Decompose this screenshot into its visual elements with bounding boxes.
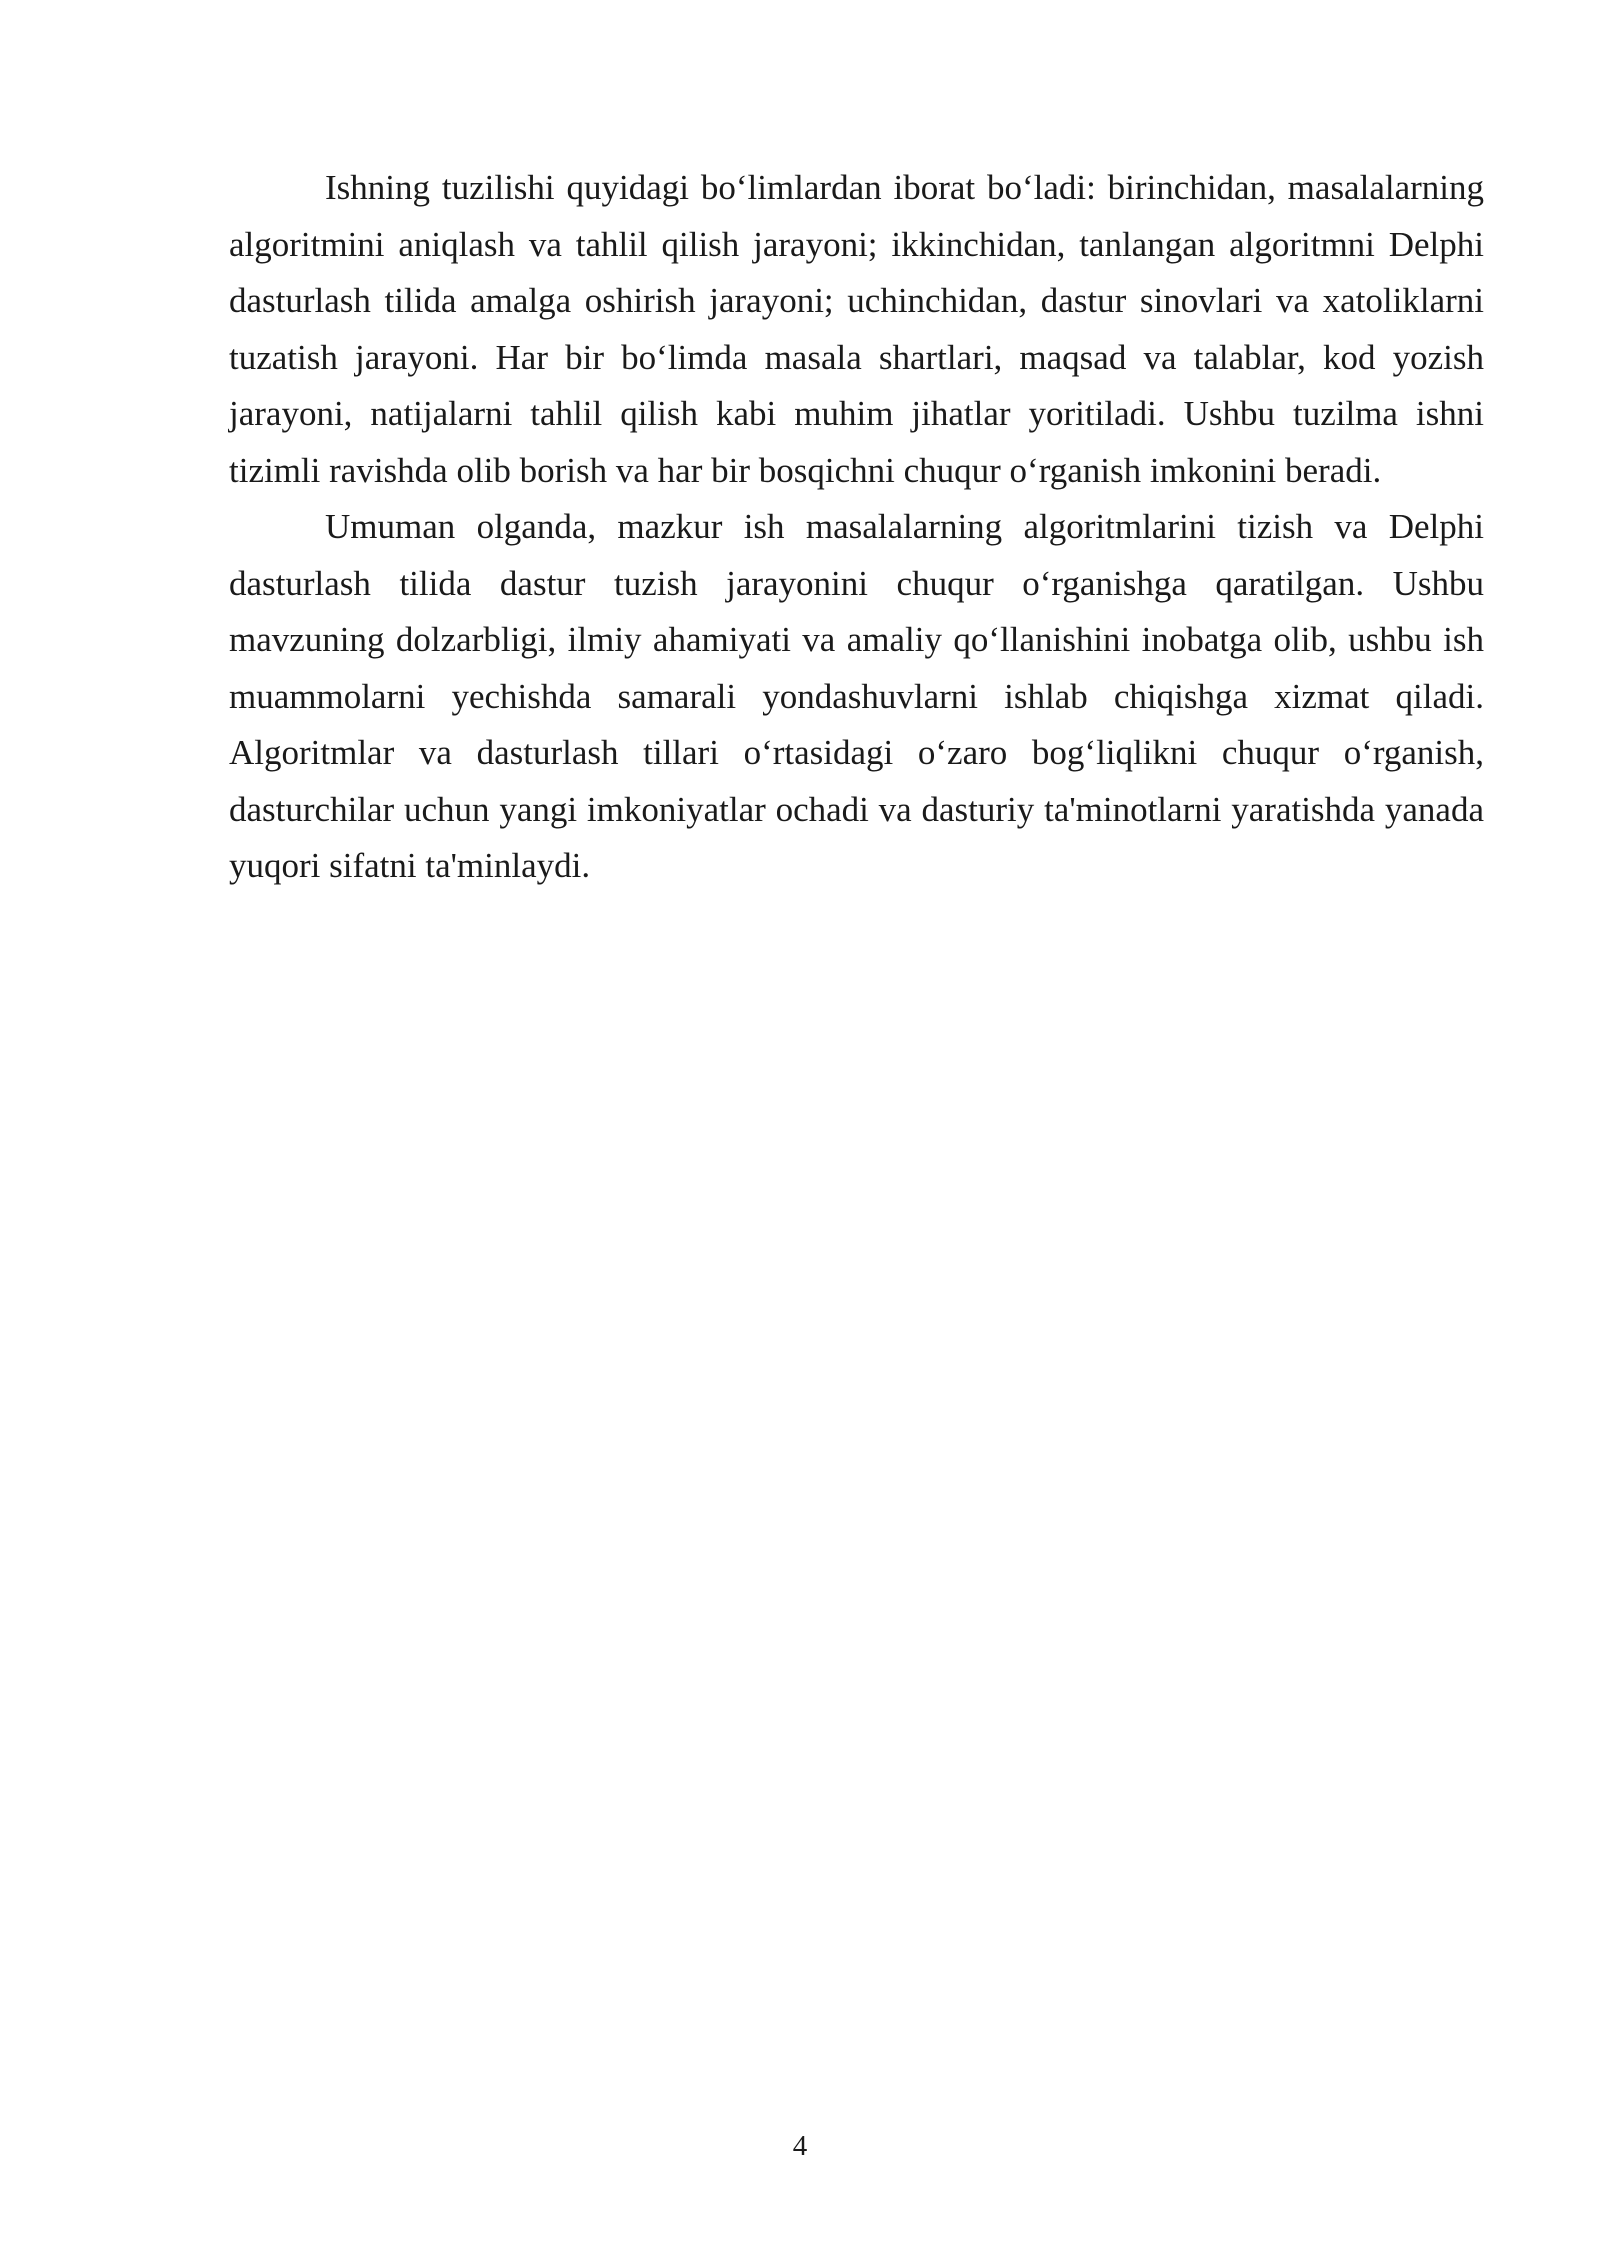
page-number: 4 [792, 2130, 808, 2162]
paragraph-conclusion: Umuman olganda, mazkur ish masalalarning algoritmlarini tizish va Delphi dasturlash tilida dastur tuzish jarayonini chuqur o‘rganishga qaratilgan. Ushbu mavzuning dolzarbligi, ilmiy ahamiyati va amaliy qo‘llanishini inobatga olib, ushbu ish muammolarni yechishda samarali yondashuvlarni ishlab chiqishga xizmat qiladi. Algoritmlar va dasturlash tillari o‘rtasidagi o‘zaro bog‘liqlikni chuqur o‘rganish, dasturchilar uchun yangi imkoniyatlar ochadi va dasturiy ta'minotlarni yaratishda yanada yuqori sifatni ta'minlaydi. [229, 507, 1484, 885]
paragraph-structure: Ishning tuzilishi quyidagi bo‘limlardan iborat bo‘ladi: birinchidan, masalalarning algoritmini aniqlash va tahlil qilish jarayoni; ikkinchidan, tanlangan algoritmni Delphi dasturlash tilida amalga oshirish jarayoni; uchinchidan, dastur sinovlari va xatoliklarni tuzatish jarayoni. Har bir bo‘limda masala shartlari, maqsad va talablar, kod yozish jarayoni, natijalarni tahlil qilish kabi muhim jihatlar yoritiladi. Ushbu tuzilma ishni tizimli ravishda olib borish va har bir bosqichni chuqur o‘rganish imkonini beradi. [229, 168, 1484, 490]
page-body [229, 160, 1484, 895]
